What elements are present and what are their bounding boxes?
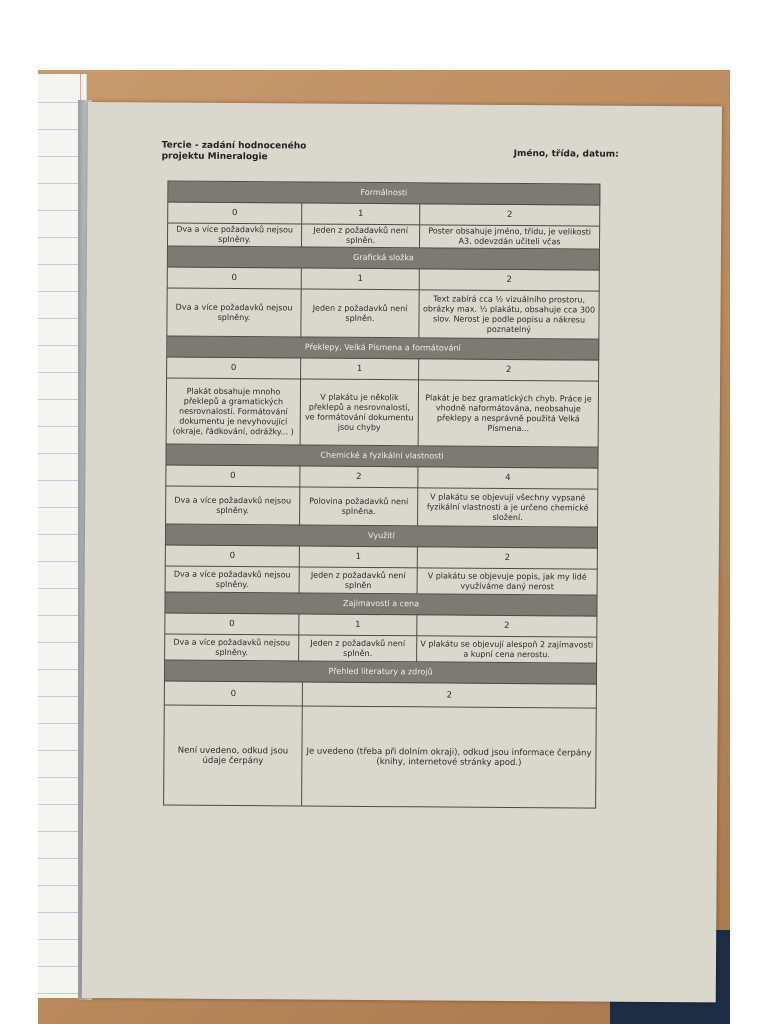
- score-row: [165, 545, 597, 569]
- score-cell: 1: [302, 203, 420, 225]
- section-header-row: [164, 660, 596, 684]
- score-cell: 4: [418, 467, 598, 489]
- section-title: Chemické a fyzikální vlastnosti: [166, 444, 598, 468]
- section-title: Formálnosti: [168, 181, 600, 205]
- section-title: Zajímavosti a cena: [165, 592, 597, 616]
- assignment-sheet: [82, 102, 722, 1002]
- score-cell: 1: [299, 614, 417, 636]
- description-row: [166, 486, 598, 527]
- description-row: [167, 288, 599, 339]
- description-cell: Dva a více požadavků nejsou splněny.: [166, 486, 300, 525]
- section-title: Využití: [165, 524, 597, 548]
- description-cell: Polovina požadavků není splněna.: [300, 487, 418, 526]
- description-cell: Dva a více požadavků nejsou splněny.: [167, 288, 301, 337]
- description-cell: Není uvedeno, odkud jsou údaje čerpány: [164, 705, 303, 806]
- description-cell: V plakátu se objevují všechny vypsané fyzikální vlastnosti a je určeno chemické složení.: [418, 488, 598, 527]
- description-cell: V plakátu je několik překlepů a nesrovnalostí, ve formátování dokumentu jsou chyby: [300, 379, 418, 446]
- description-row: [166, 378, 598, 447]
- score-cell: 1: [301, 268, 419, 290]
- score-cell: 0: [167, 267, 301, 289]
- description-cell: Jeden z požadavků není splněn.: [301, 224, 419, 248]
- score-cell: 2: [417, 547, 597, 569]
- section-header-row: [166, 444, 598, 468]
- score-cell: 0: [167, 357, 301, 379]
- score-cell: 2: [419, 269, 599, 291]
- description-cell: Text zabírá cca ½ vizuálního prostoru, obrázky max. ⅓ plakátu, obsahuje cca 300 slov. Nerost je podle popisu a nákresu poznatelný: [419, 290, 599, 339]
- description-cell: Jeden z požadavků není splněn: [299, 567, 417, 594]
- description-row: [164, 705, 597, 808]
- rubric-table: [163, 181, 600, 809]
- score-cell: 2: [420, 204, 600, 226]
- description-cell: Dva a více požadavků nejsou splněny.: [165, 634, 299, 661]
- score-row: [166, 465, 598, 489]
- score-cell: 2: [300, 466, 418, 488]
- section-title: Grafická složka: [167, 246, 599, 270]
- score-cell: 0: [166, 465, 300, 487]
- score-cell: 0: [165, 613, 299, 635]
- score-row: [165, 613, 597, 637]
- section-title: Překlepy, Velká Písmena a formátování: [167, 336, 599, 360]
- score-cell: 0: [164, 681, 302, 706]
- score-cell: 2: [302, 682, 596, 708]
- score-cell: 1: [301, 358, 419, 380]
- score-cell: 0: [165, 545, 299, 567]
- score-row: [167, 357, 599, 381]
- name-field-label: Jméno, třída, datum:: [513, 148, 619, 160]
- section-header-row: [167, 246, 599, 270]
- score-row: [168, 202, 600, 226]
- score-cell: 0: [168, 202, 302, 224]
- description-cell: Dva a více požadavků nejsou splněny.: [165, 566, 299, 593]
- description-cell: Dva a více požadavků nejsou splněny.: [167, 223, 301, 247]
- score-cell: 1: [299, 546, 417, 568]
- description-cell: Je uvedeno (třeba při dolním okraji), odkud jsou informace čerpány (knihy, internetové stránky apod.): [302, 706, 597, 808]
- score-row: [164, 681, 596, 708]
- sheet-title: Tercie - zadání hodnoceného projektu Mineralogie: [161, 140, 307, 163]
- description-row: [165, 634, 597, 663]
- description-cell: Plakát je bez gramatických chyb. Práce je vhodně naformátována, neobsahuje překlepy a nesprávně použitá Velká Písmena...: [418, 380, 598, 447]
- score-row: [167, 267, 599, 291]
- section-header-row: [165, 592, 597, 616]
- section-title: Přehled literatury a zdrojů: [164, 660, 596, 684]
- description-cell: Jeden z požadavků není splněn.: [299, 635, 417, 662]
- section-header-row: [168, 181, 600, 205]
- description-row: [165, 566, 597, 595]
- description-cell: Poster obsahuje jméno, třídu, je velikosti A3, odevzdán učiteli včas: [419, 225, 599, 249]
- description-cell: Plakát obsahuje mnoho překlepů a gramatických nesrovnalostí. Formátování dokumentu je nevyhovující (okraje, řádkování, odrážky... ): [166, 378, 300, 445]
- description-cell: V plakátu se objevují alespoň 2 zajímavosti a kupní cena nerostu.: [417, 636, 597, 663]
- section-header-row: [167, 336, 599, 360]
- score-cell: 2: [417, 615, 597, 637]
- score-cell: 2: [419, 359, 599, 381]
- description-row: [167, 223, 599, 249]
- description-cell: Jeden z požadavků není splněn.: [301, 289, 419, 338]
- section-header-row: [165, 524, 597, 548]
- description-cell: V plakátu se objevuje popis, jak my lidé využíváme daný nerost: [417, 568, 597, 595]
